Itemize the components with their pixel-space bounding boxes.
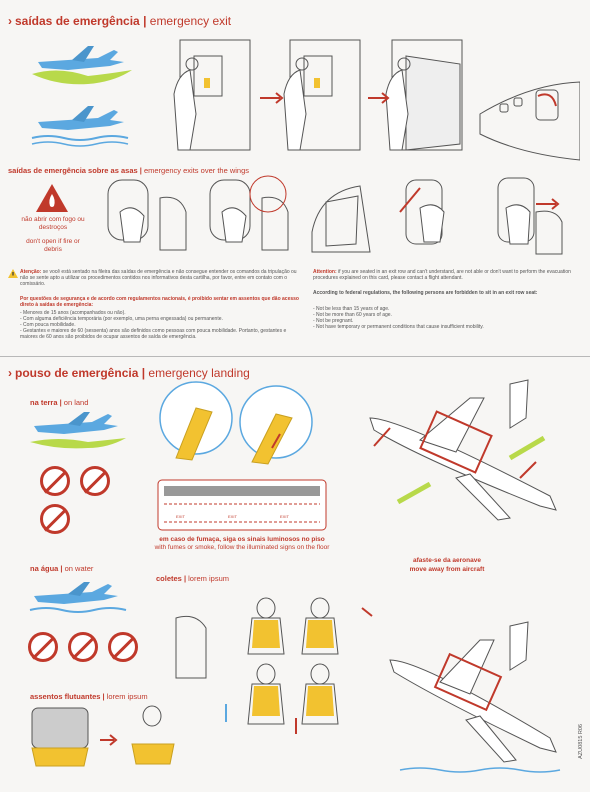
section-divider [0, 356, 590, 357]
wing-warning-pt: não abrir com fogo ou destroços [21, 216, 85, 231]
rule-item: - Com pouca mobilidade. [20, 322, 76, 328]
wing-warning-en: don't open if fire or debris [26, 238, 80, 253]
attention-pt-rules [20, 310, 302, 340]
rule-item: - Not have temporary or permanent conditions that cause insufficient mobility. [313, 324, 484, 330]
no-smoking-icon [28, 632, 58, 662]
wing-exits-title: saídas de emergência sobre as asas | emergency exits over the wings [8, 166, 250, 175]
plane-land-icon [28, 410, 128, 450]
rule-item: - Not be less than 15 years of age. [313, 306, 390, 312]
rule-item: - Not be pregnant. [313, 318, 354, 324]
no-luggage-icon [108, 632, 138, 662]
fire-warning-icon [34, 182, 70, 214]
attention-en-rules-heading: According to federal regulations, the following persons are forbidden to sit in an exit row seat: [313, 290, 538, 296]
attention-pt: Atenção: se você está sentado na fileira das saídas de emergência e não consegue entender os comandos da tripulação ou não se sente apto a utilizar os procedimentos contidos nos informativos desta cartilha, por favor, entre em contato com o comissário. [20, 269, 297, 287]
no-high-heels-icon [80, 466, 110, 496]
document-code: AZU0815 R06 [578, 724, 584, 759]
rule-item: - Com alguma deficiência temporária (por exemplo, uma perna engessada) ou permanente. [20, 316, 223, 322]
floor-exit-label: EXIT [228, 514, 237, 519]
floating-seats-title: assentos flutuantes | lorem ipsum [30, 692, 148, 701]
attention-en: Attention: if you are seated in an exit row and can't understand, are not able or don't want to perform the evacuation procedures explained on this card, please contact a flight attendant. [313, 269, 571, 281]
warning-triangle-icon [8, 269, 18, 278]
on-water-title: na água | on water [30, 564, 94, 573]
door-opening-sequence [160, 34, 580, 164]
land-evacuation-diagram [360, 378, 570, 538]
slide-illustration [156, 378, 316, 468]
no-high-heels-icon [68, 632, 98, 662]
move-away-en: move away from aircraft [409, 566, 485, 573]
rule-item: - Not be more than 60 years of age. [313, 312, 392, 318]
rule-item: - Menores de 15 anos (acompanhados ou não). [20, 310, 126, 316]
plane-water-icon [28, 580, 128, 616]
floor-exit-label: EXIT [176, 514, 185, 519]
life-vest-instructions [156, 588, 378, 738]
floating-seat-illustration [28, 704, 178, 776]
attention-en-rules [313, 306, 578, 330]
rule-item: - Gestantes e maiores de 60 (sessenta) anos são definidos como pessoas com pouca mobilidade. Portanto, gestantes e maiores de 60 anos são proibidos de ocupar assentos de saída de emergência. [20, 328, 287, 340]
water-evacuation-diagram [380, 620, 570, 780]
attention-pt-rules-heading: Por questões de segurança e de acordo com regulamentos nacionais, é proibido sentar em assentos que dão acesso direto à saídas de emergência: [20, 296, 299, 308]
smoke-instruction-pt: em caso de fumaça, siga os sinais luminosos no piso [159, 536, 325, 543]
plane-illustrations [28, 40, 138, 150]
vests-title: coletes | lorem ipsum [156, 574, 229, 583]
no-smoking-icon [40, 466, 70, 496]
emergency-landing-title: › pouso de emergência | emergency landing [8, 366, 250, 380]
floor-lighting-diagram [156, 478, 328, 532]
floor-exit-label: EXIT [280, 514, 289, 519]
smoke-instruction-en: with fumes or smoke, follow the illuminated signs on the floor [154, 544, 330, 551]
emergency-exit-title: › saídas de emergência | emergency exit [8, 14, 232, 28]
move-away-pt: afaste-se da aeronave [413, 557, 481, 564]
no-luggage-icon [40, 504, 70, 534]
on-land-title: na terra | on land [30, 398, 89, 407]
wing-exit-sequence [100, 172, 570, 258]
